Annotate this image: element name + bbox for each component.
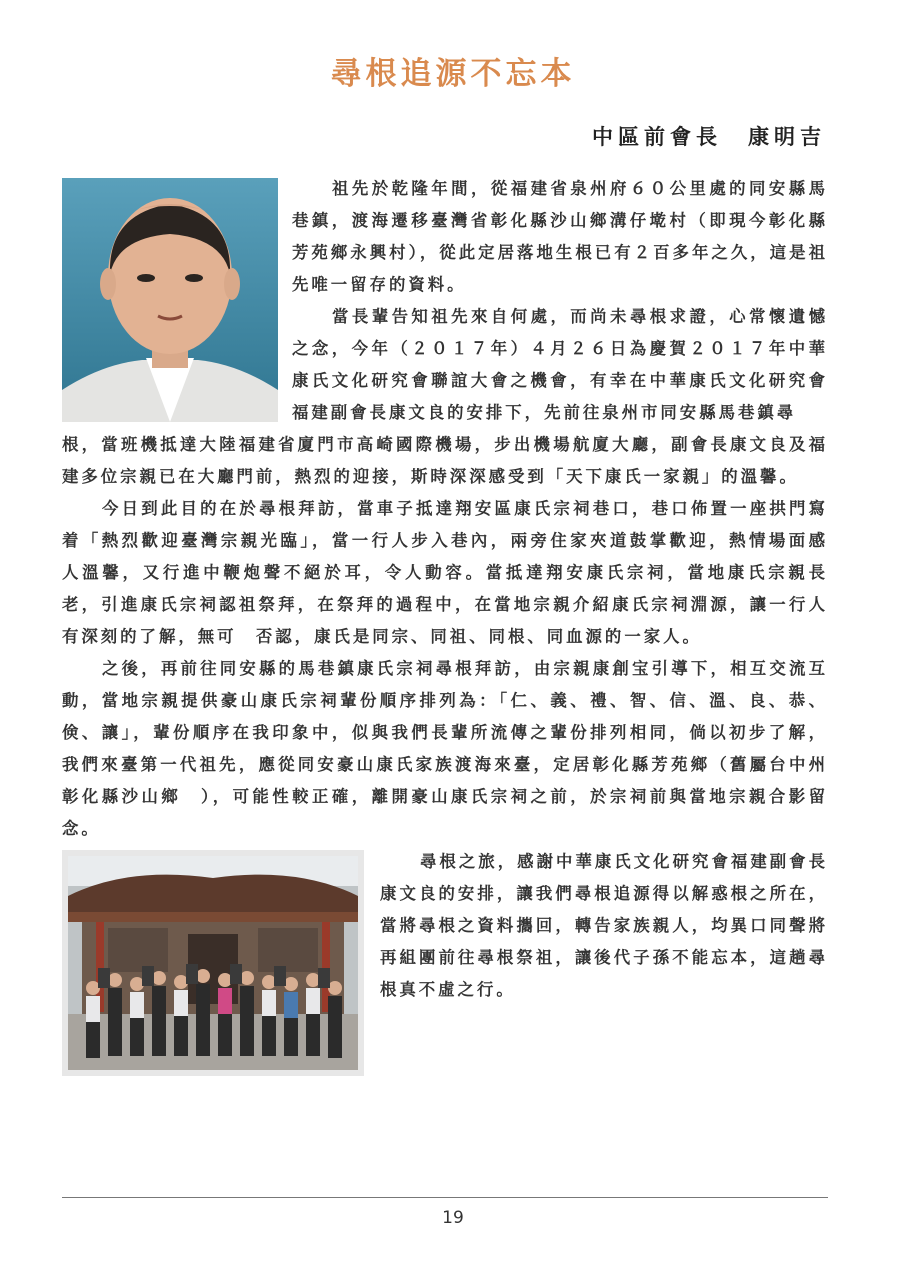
paragraph-conclusion: 尋根之旅，感謝中華康氏文化研究會福建副會長康文良的安排，讓我們尋根追源得以解惑根之所在，當將尋根之資料攜回，轉告家族親人，均異口同聲將再組團前往尋根祭祖，讓後代子孫不能忘本，這趟尋根真不虛之行。	[380, 852, 828, 999]
author-byline: 中區前會長 康明吉	[592, 124, 826, 149]
article-title: 尋根追源不忘本	[330, 56, 576, 92]
footer-divider	[62, 1197, 828, 1198]
paragraph-ancestry: 祖先於乾隆年間，從福建省泉州府６０公里處的同安縣馬巷鎮，渡海遷移臺灣省彰化縣沙山鄉溝仔墘村（即現今彰化縣芳苑鄉永興村），從此定居落地生根已有２百多年之久，這是祖先唯一留存的資料。	[292, 179, 828, 294]
author-portrait	[62, 178, 278, 422]
paragraph-search-origin: 當長輩告知祖先來自何處，而尚未尋根求證，心常懷遺憾之念，今年（２０１７年）４月２６日為慶賀２０１７年中華康氏文化研究會聯誼大會之機會，有幸在中華康氏文化研究會福建副會長康文良的安排下，先前往泉州市同安縣馬巷鎮尋	[292, 307, 828, 422]
page-number: 19	[442, 1208, 464, 1228]
paragraph-arrival: 根，當班機抵達大陸福建省廈門市高崎國際機場，步出機場航廈大廳，副會長康文良及福建多位宗親已在大廳門前，熱烈的迎接，斯時深深感受到「天下康氏一家親」的溫馨。	[62, 435, 828, 486]
paragraph-ancestral-hall-visit: 今日到此目的在於尋根拜訪，當車子抵達翔安區康氏宗祠巷口，巷口佈置一座拱門寫着「熱烈歡迎臺灣宗親光臨」，當一行人步入巷內，兩旁住家夾道鼓掌歡迎，熱情場面感人溫馨，又行進中鞭炮聲不絕於耳，令人動容。當抵達翔安康氏宗祠，當地康氏宗親長老，引進康氏宗祠認祖祭拜，在祭拜的過程中，在當地宗親介紹康氏宗祠淵源，讓一行人有深刻的了解，無可 否認，康氏是同宗、同祖、同根、同血源的一家人。	[62, 499, 828, 646]
paragraph-generation-order: 之後，再前往同安縣的馬巷鎮康氏宗祠尋根拜訪，由宗親康創宝引導下，相互交流互動，當地宗親提供豪山康氏宗祠輩份順序排列為：「仁、義、禮、智、信、溫、良、恭、倹、讓」，輩份順序在我印象中，似與我們長輩所流傳之輩份排列相同，倘以初步了解，我們來臺第一代祖先，應從同安豪山康氏家族渡海來臺，定居彰化縣芳苑鄉（舊屬台中州彰化縣沙山鄉 ），可能性較正確，離開豪山康氏宗祠之前，於宗祠前與當地宗親合影留念。	[62, 659, 828, 838]
group-photo	[62, 850, 364, 1076]
